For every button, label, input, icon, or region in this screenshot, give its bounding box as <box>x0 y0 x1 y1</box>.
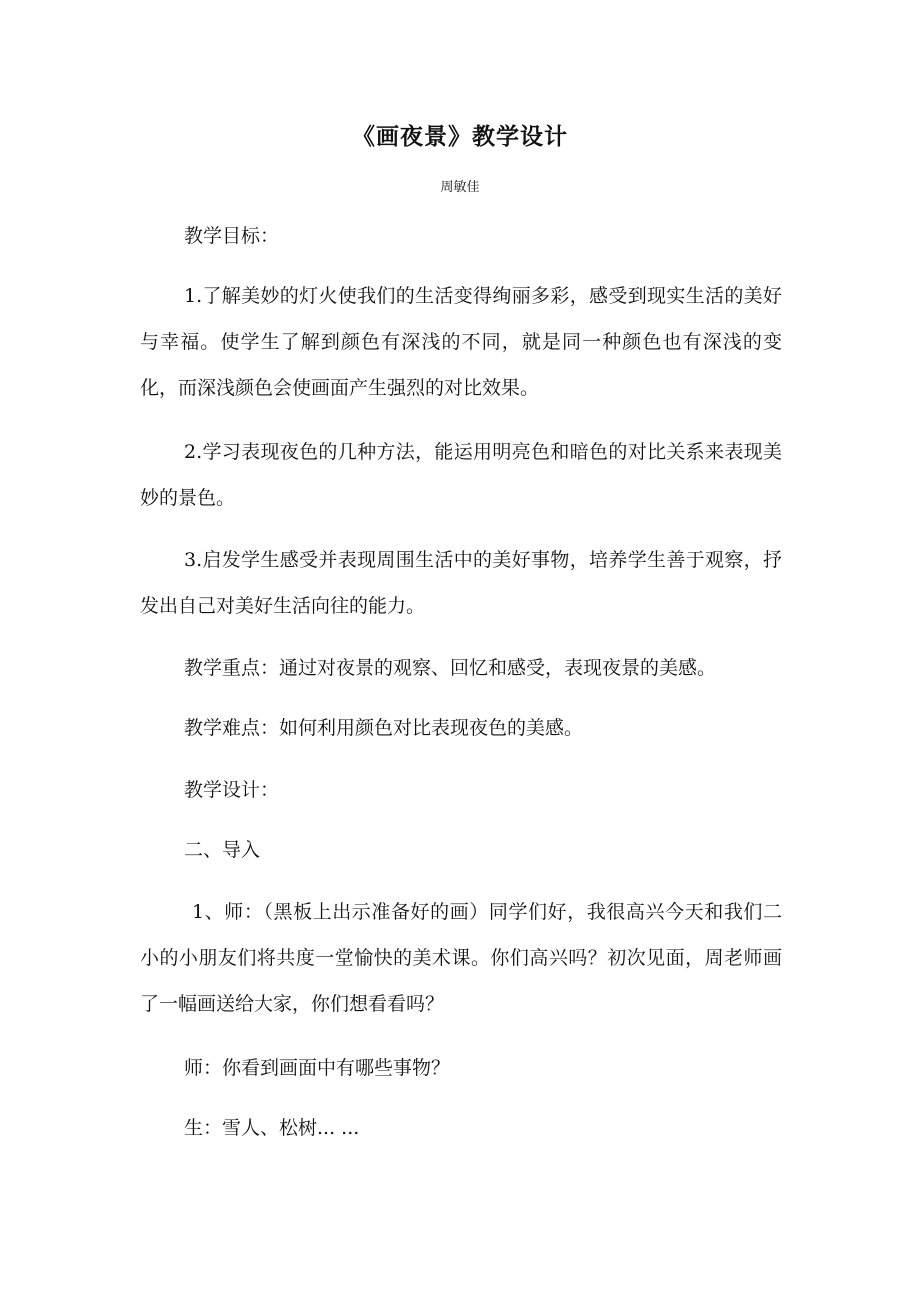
difficulty-paragraph: 教学难点：如何利用颜色对比表现夜色的美感。 <box>184 717 584 739</box>
section-heading-intro: 二、导入 <box>184 839 261 861</box>
objective-paragraph-1: 1.了解美妙的灯火使我们的生活变得绚丽多彩，感受到现实生活的美好与幸福。使学生了解到颜色有深浅的不同，就是同一种颜色也有深浅的变化，而深浅颜色会使画面产生强烈的对比效果。 <box>140 285 782 399</box>
section-heading-objectives: 教学目标： <box>184 225 280 247</box>
objective-paragraph-3: 3.启发学生感受并表现周围生活中的美好事物，培养学生善于观察，抒发出自己对美好生活向往的能力。 <box>140 549 782 617</box>
dialogue-answer: 生：雪人、松树... ... <box>184 1117 360 1139</box>
section-heading-design: 教学设计： <box>184 779 280 801</box>
document-author: 周敏佳 <box>440 180 480 195</box>
dialogue-paragraph-1: 1、师：（黑板上出示准备好的画）同学们好，我很高兴今天和我们二小的小朋友们将共度一堂愉快的美术课。你们高兴吗？初次见面，周老师画了一幅画送给大家，你们想看看吗？ <box>140 901 782 1015</box>
key-point-paragraph: 教学重点：通过对夜景的观察、回忆和感受，表现夜景的美感。 <box>184 657 717 679</box>
document-title: 《画夜景》教学设计 <box>352 124 568 150</box>
dialogue-question: 师：你看到画面中有哪些事物？ <box>184 1057 451 1079</box>
objective-paragraph-2: 2.学习表现夜色的几种方法，能运用明亮色和暗色的对比关系来表现美妙的景色。 <box>140 441 782 509</box>
